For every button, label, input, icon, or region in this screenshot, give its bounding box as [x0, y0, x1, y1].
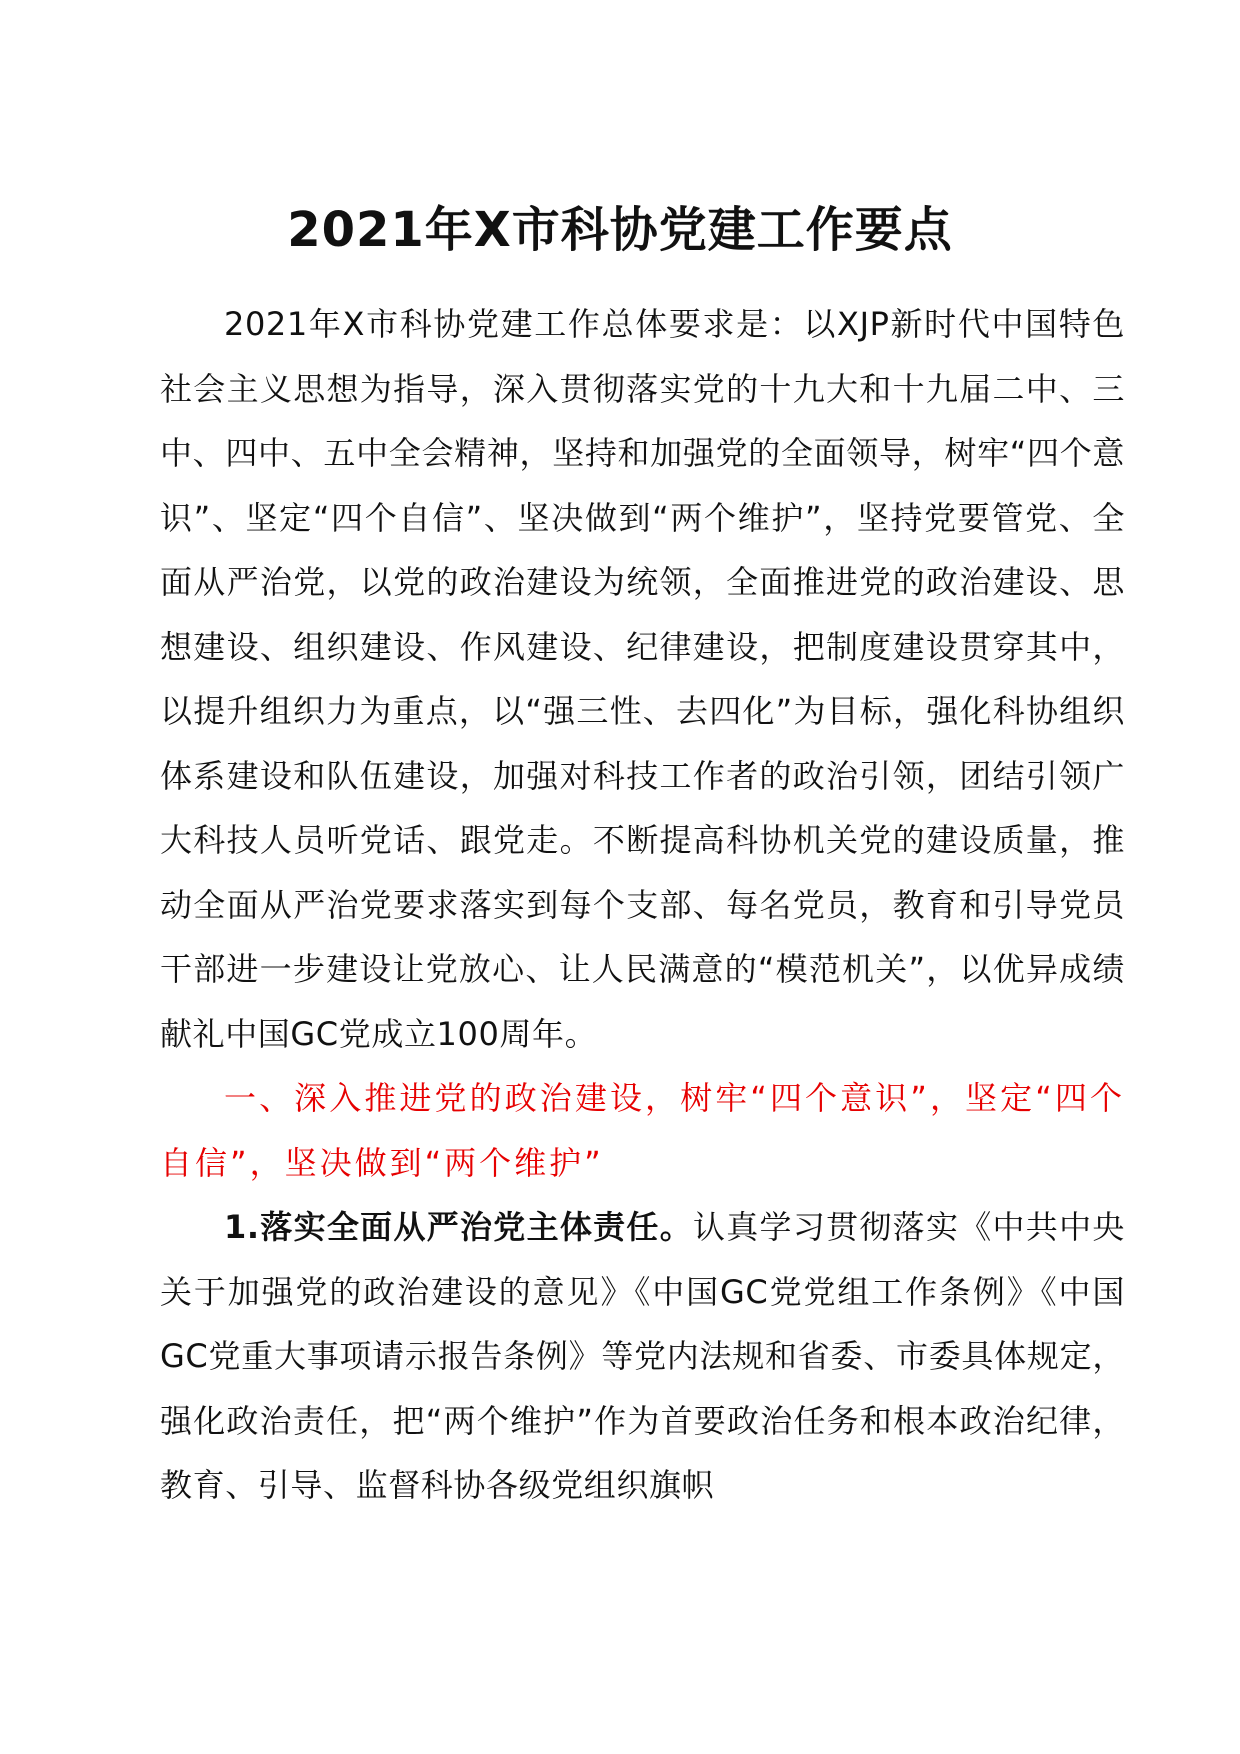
item-1-lead: 1.落实全面从严治党主体责任。 — [224, 1208, 693, 1246]
document-body — [160, 292, 1125, 1518]
section-1-heading: 一、深入推进党的政治建设，树牢“四个意识”，坚定“四个自信”，坚决做到“两个维护” — [160, 1079, 1125, 1182]
item-1-text: 认真学习贯彻落实《中共中央关于加强党的政治建设的意见》《中国GC党党组工作条例》《中国GC党重大事项请示报告条例》等党内法规和省委、市委具体规定，强化政治责任，把“两个维护”作为首要政治任务和根本政治纪律，教育、引导、监督科协各级党组织旗帜 — [160, 1208, 1125, 1504]
intro-paragraph: 2021年X市科协党建工作总体要求是：以XJP新时代中国特色社会主义思想为指导，深入贯彻落实党的十九大和十九届二中、三中、四中、五中全会精神，坚持和加强党的全面领导，树牢“四个意识”、坚定“四个自信”、坚决做到“两个维护”，坚持党要管党、全面从严治党，以党的政治建设为统领，全面推进党的政治建设、思想建设、组织建设、作风建设、纪律建设，把制度建设贯穿其中，以提升组织力为重点，以“强三性、去四化”为目标，强化科协组织体系建设和队伍建设，加强对科技工作者的政治引领，团结引领广大科技人员听党话、跟党走。不断提高科协机关党的建设质量，推动全面从严治党要求落实到每个支部、每名党员，教育和引导党员干部进一步建设让党放心、让人民满意的“模范机关”，以优异成绩献礼中国GC党成立100周年。 — [160, 305, 1125, 1053]
item-1-paragraph — [160, 1195, 1125, 1518]
document-title: 2021年X市科协党建工作要点 — [287, 202, 953, 258]
